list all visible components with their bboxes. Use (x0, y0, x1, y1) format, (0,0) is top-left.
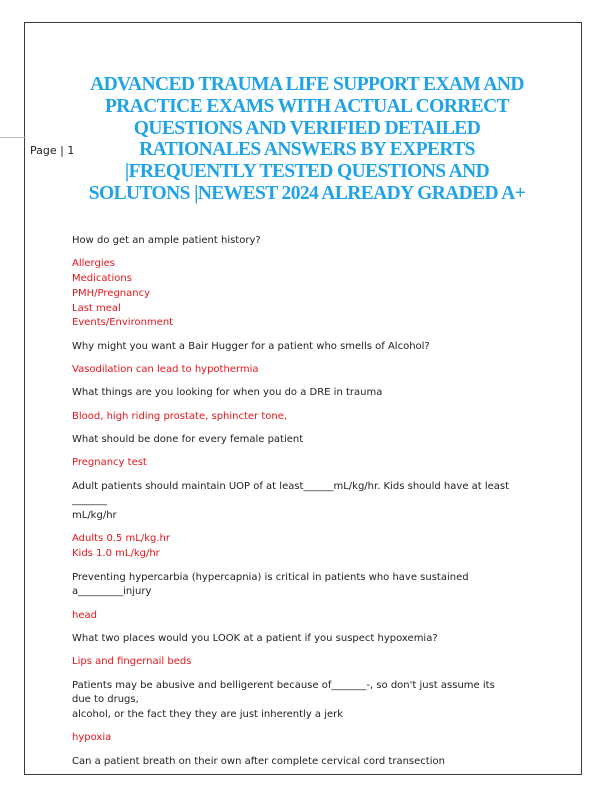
question-line: How do get an ample patient history? (72, 235, 261, 246)
answer-line: Allergies (72, 258, 115, 270)
question (72, 386, 512, 401)
question (72, 571, 512, 601)
question (72, 234, 512, 249)
title-line: SOLUTONS |NEWEST 2024 ALREADY GRADED A+ (88, 182, 526, 204)
title-line: QUESTIONS AND VERIFIED DETAILED (133, 117, 481, 139)
answer (72, 456, 512, 471)
answer-line: Events/Environment (72, 317, 174, 329)
answer-line: hypoxia (72, 732, 112, 744)
answer (72, 609, 512, 624)
document-title (70, 74, 544, 205)
title-line: |FREQUENTLY TESTED QUESTIONS AND (124, 161, 490, 183)
answer-line: Last meal (72, 302, 121, 314)
question-line: Why might you want a Bair Hugger for a patient who smells of Alcohol? (72, 340, 430, 352)
answer-line: Lips and fingernail beds (72, 656, 192, 668)
title-line: RATIONALES ANSWERS BY EXPERTS (139, 139, 475, 161)
question (72, 632, 512, 647)
answer-line: PMH/Pregnancy (72, 287, 151, 299)
question-line: What should be done for every female patient (72, 433, 304, 445)
question-line: Adult patients should maintain UOP of at least______mL/kg/hr. Kids should have at least _______ (72, 480, 510, 507)
answer-line: Adults 0.5 mL/kg.hr (72, 533, 170, 545)
answer (72, 655, 512, 670)
question (72, 755, 512, 770)
answer-line: Blood, high riding prostate, sphincter tone, (72, 410, 288, 422)
answer-line: head (72, 609, 97, 621)
answer-line: Medications (72, 273, 132, 285)
title-line: PRACTICE EXAMS WITH ACTUAL CORRECT (105, 95, 509, 117)
margin-rule (0, 137, 26, 138)
question-line: alcohol, or the fact they they are just inherently a jerk (72, 709, 344, 721)
answer (72, 731, 512, 746)
answer-line: Vasodilation can lead to hypothermia (72, 364, 259, 376)
answer (72, 532, 512, 562)
question-line: What things are you looking for when you do a DRE in trauma (72, 387, 383, 399)
answer (72, 410, 512, 425)
answer (72, 363, 512, 378)
answer-line: Pregnancy test (72, 457, 147, 469)
question-line: What two places would you LOOK at a patient if you suspect hypoxemia? (72, 632, 438, 644)
question (72, 679, 512, 723)
question-line: Can a patient breath on their own after complete cervical cord transection (72, 755, 445, 767)
question (72, 433, 512, 448)
question-line: Patients may be abusive and belligerent because of_______-, so don't just assume its due to drugs, (72, 679, 495, 706)
question-line: Preventing hypercarbia (hypercapnia) is critical in patients who have sustained a_________injury (72, 571, 469, 598)
page-number: Page | 1 (30, 144, 75, 157)
question (72, 340, 512, 355)
qa-content (72, 234, 512, 778)
title-line: ADVANCED TRAUMA LIFE SUPPORT EXAM AND (90, 74, 524, 95)
question-line: mL/kg/hr (72, 510, 117, 522)
question (72, 480, 512, 524)
answer-line: Kids 1.0 mL/kg/hr (72, 548, 160, 560)
answer (72, 257, 512, 331)
